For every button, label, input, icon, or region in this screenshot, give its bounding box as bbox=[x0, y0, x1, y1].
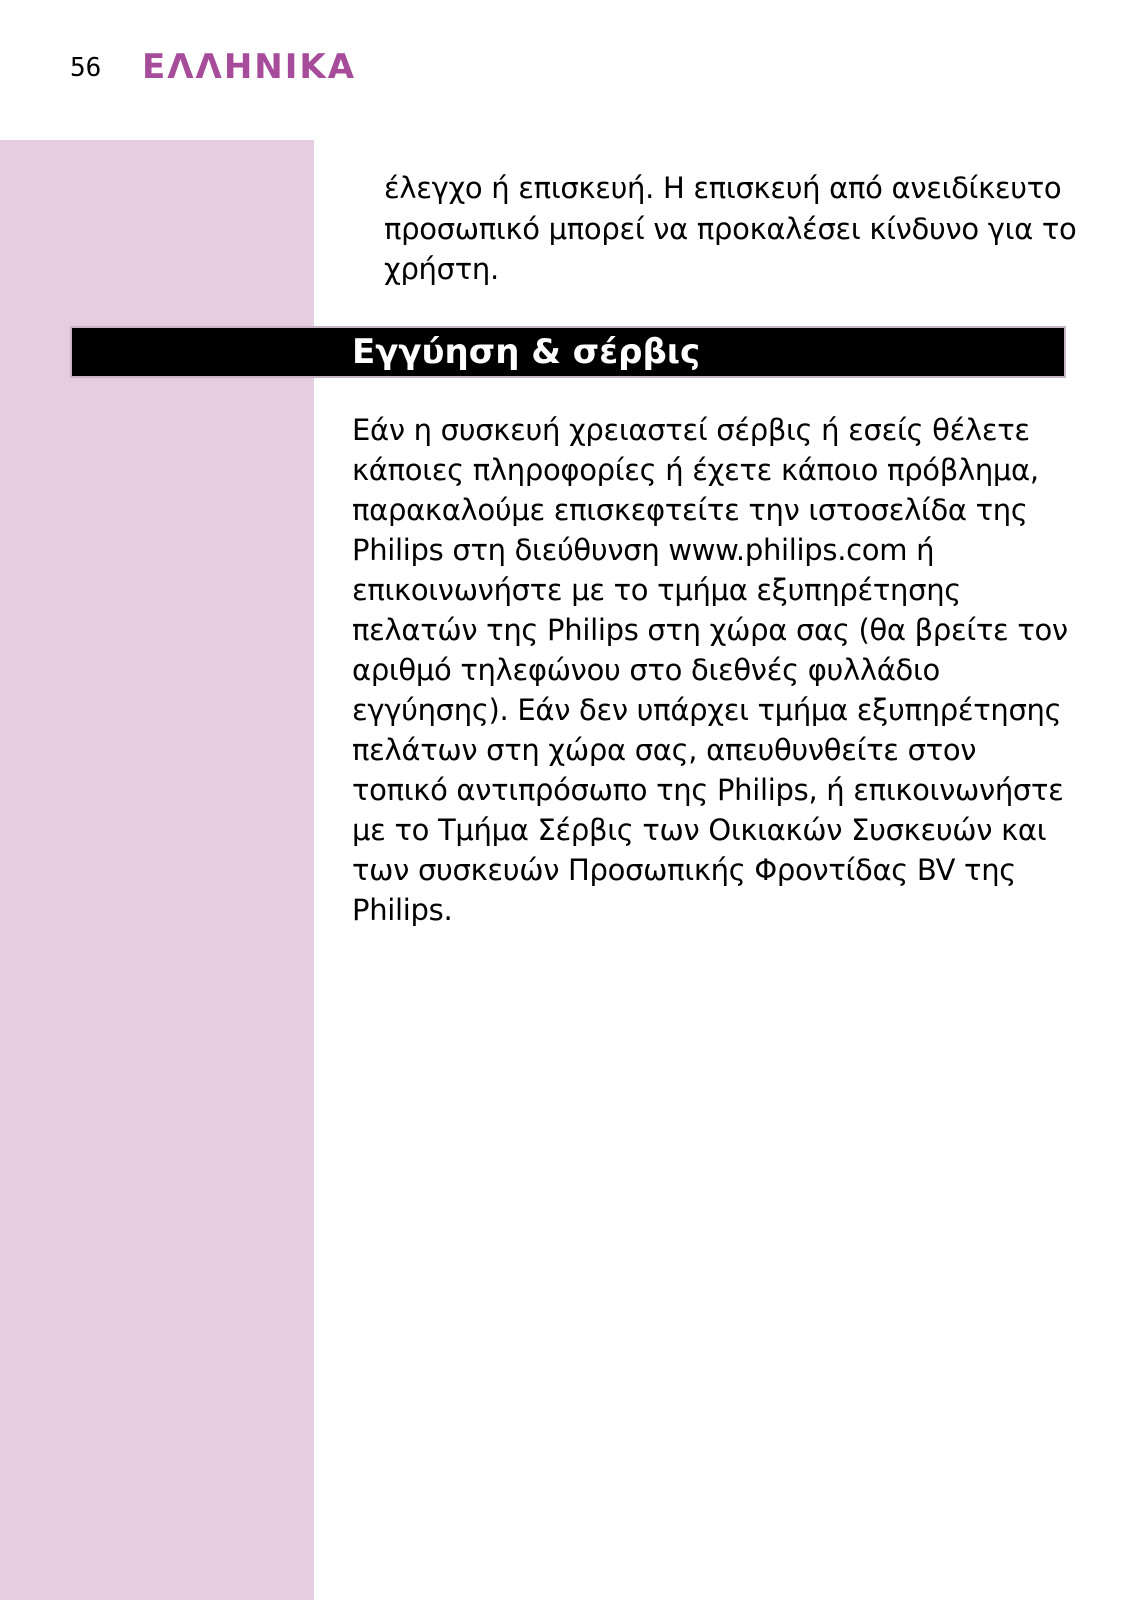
section-body-text: Εάν η συσκευή χρειαστεί σέρβις ή εσείς θέλετε κάποιες πληροφορίες ή έχετε κάποιο πρόβλημα, παρακαλούμε επισκεφτείτε την ιστοσελίδα της Philips στη διεύθυνση www.philips.com ή επικοινωνήστε με το τμήμα εξυπηρέτησης πελατών της Philips στη χώρα σας (θα βρείτε τον αριθμό τηλεφώνου στο διεθνές φυλλάδιο εγγύησης). Εάν δεν υπάρχει τμήμα εξυπηρέτησης πελάτων στη χώρα σας, απευθυνθείτε στον τοπικό αντιπρόσωπο της Philips, ή επικοινωνήστε με το Τμήμα Σέρβις των Οικιακών Συσκευών και των συσκευών Προσωπικής Φροντίδας BV της Philips. bbox=[352, 413, 1068, 927]
section-body bbox=[352, 410, 1072, 930]
continued-paragraph bbox=[384, 168, 1084, 290]
page-number: 56 bbox=[70, 53, 102, 83]
language-title: ΕΛΛΗΝΙΚΑ bbox=[142, 47, 357, 87]
section-heading: Εγγύηση & σέρβις bbox=[352, 332, 701, 372]
continued-paragraph-text: έλεγχο ή επισκευή. Η επισκευή από ανειδίκευτο προσωπικό μπορεί να προκαλέσει κίνδυνο για το χρήστη. bbox=[384, 171, 1077, 286]
